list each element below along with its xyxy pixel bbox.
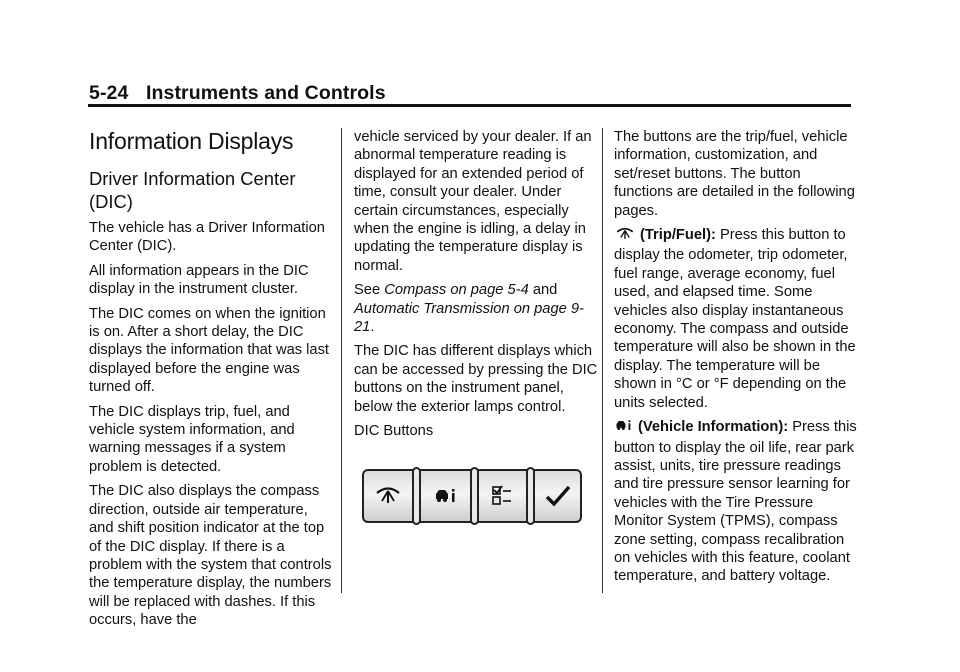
- compass-link[interactable]: Compass on page 5-4: [384, 282, 529, 299]
- trip-fuel-icon: [366, 475, 410, 517]
- header-rule: [88, 104, 851, 107]
- paragraph: The DIC has different displays which can be accessed by pressing the DIC buttons on the instrument panel, below the exterior lamps control.: [354, 343, 598, 415]
- column-divider: [341, 128, 342, 593]
- see-period: .: [370, 319, 375, 336]
- vehicle-information-label: (Vehicle Information):: [638, 419, 789, 436]
- see-prefix: See: [354, 282, 385, 299]
- trip-fuel-label: (Trip/Fuel):: [640, 227, 716, 244]
- figure-caption: DIC Buttons: [354, 423, 434, 440]
- trip-fuel-description: [614, 226, 858, 412]
- column-divider: [602, 128, 603, 593]
- paragraph: The DIC displays trip, fuel, and vehicle system information, and warning messages if a system problem is detected.: [89, 403, 295, 475]
- set-reset-icon: [536, 475, 580, 517]
- button-divider: [412, 467, 421, 525]
- vehicle-information-description: [614, 418, 858, 586]
- transmission-link[interactable]: Automatic Transmission on page 9-21: [354, 300, 584, 336]
- trip-fuel-text: Press this button to display the odometer, trip odometer, fuel range, average economy, fuel used, and elapsed time. Some vehicles also display instantaneous economy. The compass and outside temperature will also be shown in the display. The temperature will be shown in °C or °F depending on the units selected.: [614, 227, 856, 411]
- section-heading: Driver Information Center (DIC): [89, 168, 296, 212]
- button-divider: [526, 467, 535, 525]
- page-title: Information Displays: [89, 128, 294, 154]
- button-divider: [470, 467, 479, 525]
- column-3: [614, 128, 858, 592]
- paragraph: The buttons are the trip/fuel, vehicle information, customization, and set/reset buttons. The button functions are detailed in the following pages.: [614, 129, 855, 219]
- paragraph: The DIC also displays the compass direction, outside air temperature, and shift position indicator at the top of the DIC display. If there is a problem with the system that controls the temperature display, the numbers will be replaced with dashes. If this occurs, have the: [89, 483, 332, 629]
- page-number: 5-24: [89, 82, 129, 104]
- paragraph: All information appears in the DIC display in the instrument cluster.: [89, 262, 309, 298]
- paragraph: The vehicle has a Driver Information Center (DIC).: [89, 220, 325, 255]
- trip-fuel-icon: [614, 227, 636, 246]
- paragraph: The DIC comes on when the ignition is on. After a short delay, the DIC displays the information that was last displayed before the engine was turned off.: [89, 305, 330, 396]
- see-and: and: [528, 282, 558, 299]
- paragraph: vehicle serviced by your dealer. If an abnormal temperature reading is displayed for an extended period of time, consult your dealer. Under certain circumstances, especially when the engine is idling, a delay in updating the temperature display is normal.: [354, 129, 592, 274]
- vehicle-information-icon: [614, 418, 634, 438]
- column-2: [354, 128, 598, 523]
- section-title: Instruments and Controls: [145, 82, 386, 104]
- customization-icon: [480, 475, 524, 517]
- column-1: [89, 126, 334, 636]
- vehicle-information-text: Press this button to display the oil life, rear park assist, units, tire pressure readings and tire pressure sensor learning for vehicles with the Tire Pressure Monitor System (TPMS), compass zone setting, compass recalibration on vehicles with this feature, coolant temperature, and battery voltage.: [614, 419, 857, 585]
- see-reference: [354, 281, 598, 336]
- page-header: [89, 82, 386, 105]
- vehicle-information-icon: [424, 475, 468, 517]
- dic-buttons-figure: [362, 469, 582, 523]
